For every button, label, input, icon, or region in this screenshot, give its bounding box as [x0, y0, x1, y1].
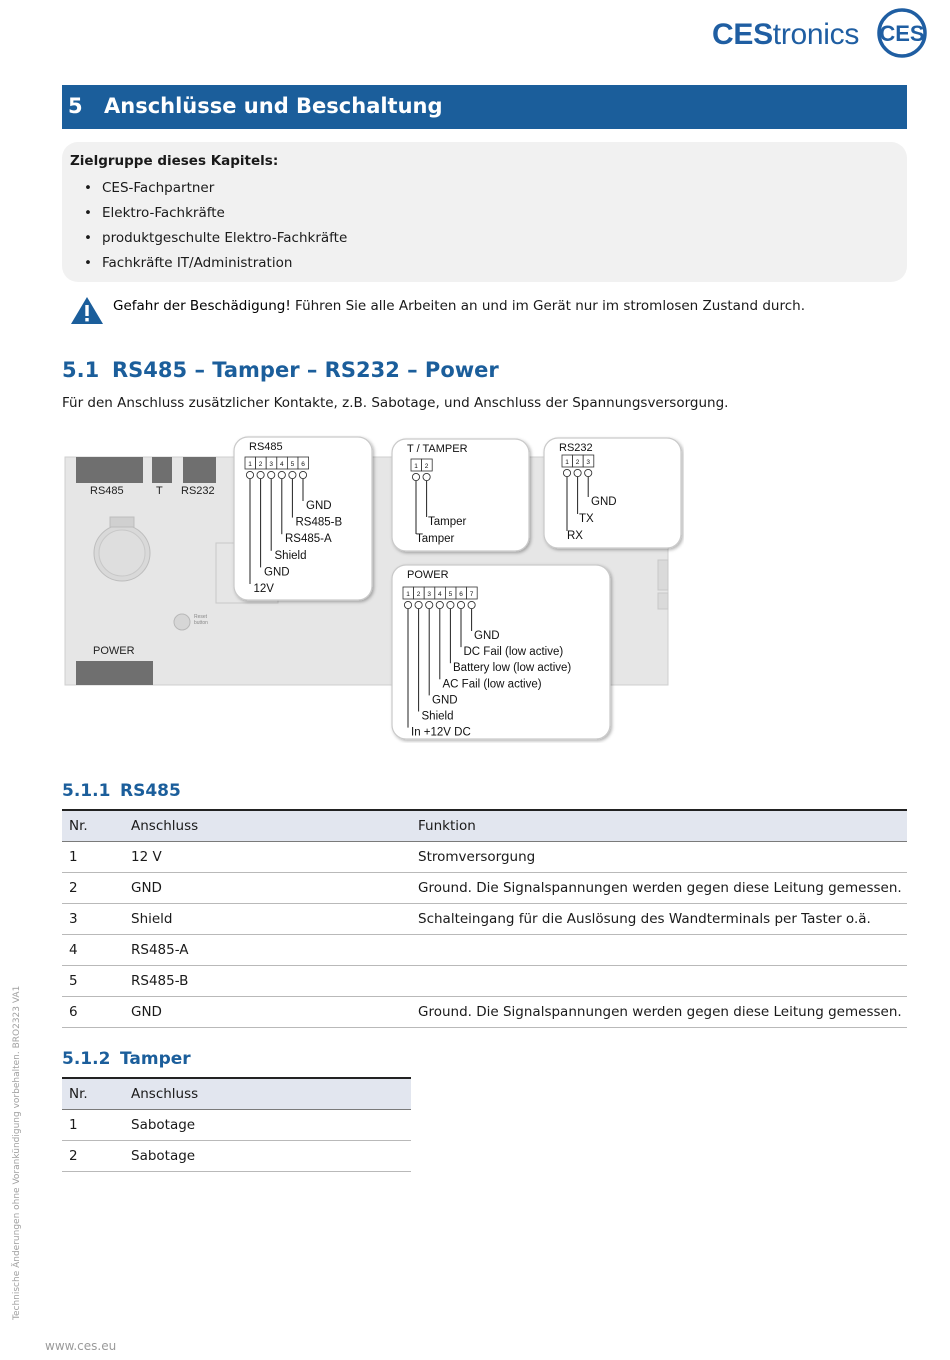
- table-row: 4 RS485-A: [62, 934, 907, 965]
- power-pin-number: 1: [406, 591, 410, 598]
- table-header-row: [62, 810, 907, 841]
- warning-strong: Gefahr der Beschädigung!: [113, 298, 291, 314]
- chapter-heading: [62, 85, 907, 129]
- power-pin-number: 7: [469, 591, 474, 598]
- list-item: • produktgeschulte Elektro-Fachkräfte: [102, 228, 347, 253]
- tamper-wire-label: Tamper: [416, 533, 455, 545]
- rs232-pin-number: 3: [586, 459, 591, 466]
- board-label-power: POWER: [93, 645, 135, 657]
- table-header: Anschluss: [124, 1078, 411, 1109]
- tamper-table: [62, 1077, 411, 1172]
- table-header: Nr.: [62, 810, 124, 841]
- power-wire-label: In +12V DC: [411, 726, 471, 739]
- rs232-pin-number: 1: [565, 459, 569, 466]
- tamper-pin-number: 2: [424, 463, 429, 470]
- table-row: 1 Sabotage: [62, 1109, 411, 1140]
- board-label-reset-1: Reset: [194, 614, 208, 620]
- connection-diagram: [62, 435, 684, 743]
- rs485-pin-number: 2: [258, 461, 263, 468]
- warning-triangle-icon: [70, 296, 104, 326]
- target-group-list: [102, 178, 347, 278]
- power-pin-number: 4: [437, 591, 442, 598]
- rs485-wire-label: 12V: [253, 583, 274, 595]
- ces-logo-mark: [876, 8, 928, 58]
- board-label-t: T: [156, 485, 163, 497]
- table-header: Anschluss: [124, 810, 411, 841]
- table-row: 5 RS485-B: [62, 965, 907, 996]
- logo-wordmark: CEStronics: [712, 18, 860, 51]
- power-callout: [392, 565, 610, 739]
- power-pin-number: 2: [416, 591, 421, 598]
- power-wire-label: Battery low (low active): [453, 662, 572, 675]
- subsection-heading-tamper: 5.1.2 Tamper: [62, 1049, 191, 1069]
- power-pin-number: 3: [427, 591, 432, 598]
- board-figure: [62, 435, 684, 743]
- table-header-row: [62, 1078, 411, 1109]
- power-wire-label: AC Fail (low active): [442, 678, 542, 691]
- power-wire-label: Shield: [421, 710, 454, 723]
- list-item: • Fachkräfte IT/Administration: [102, 253, 347, 278]
- power-wire-label: DC Fail (low active): [463, 646, 564, 659]
- rs485-table: [62, 809, 907, 1028]
- chapter-number: 5: [68, 94, 83, 118]
- table-header: Funktion: [411, 810, 907, 841]
- subsection-heading-rs485: 5.1.1 RS485: [62, 781, 181, 801]
- power-pin-number: 6: [459, 591, 463, 598]
- list-item: • CES-Fachpartner: [102, 178, 347, 203]
- rs485-wire-label: RS485-A: [285, 533, 332, 546]
- target-group-label: Zielgruppe dieses Kapitels:: [70, 153, 279, 169]
- svg-text:CES: CES: [879, 21, 925, 46]
- tamper-pin-number: 1: [414, 463, 418, 470]
- table-row: 2 GND Ground. Die Signalspannungen werden gegen diese Leitung gemessen.: [62, 872, 907, 903]
- power-title: POWER: [407, 569, 449, 581]
- list-item: • Elektro-Fachkräfte: [102, 203, 347, 228]
- rs485-pin-number: 5: [290, 461, 295, 468]
- board-label-reset-2: button: [194, 620, 208, 626]
- table-row: 2 Sabotage: [62, 1140, 411, 1171]
- rs232-title: RS232: [559, 442, 593, 454]
- rs485-pin-number: 1: [248, 461, 252, 468]
- power-wire-label: GND: [432, 694, 458, 707]
- rs232-wire-label: TX: [579, 513, 594, 525]
- rs485-pin-number: 6: [301, 461, 305, 468]
- board-label-rs232: RS232: [181, 485, 215, 497]
- rs485-wire-label: GND: [306, 500, 332, 512]
- ces-logo: [712, 8, 932, 58]
- warning-text: [113, 298, 805, 314]
- section-intro: Für den Anschluss zusätzlicher Kontakte, z.B. Sabotage, und Anschluss der Spannungsversorgung.: [62, 395, 729, 411]
- warning-body: Führen Sie alle Arbeiten an und im Gerät nur im stromlosen Zustand durch.: [295, 298, 806, 314]
- table-header: Nr.: [62, 1078, 124, 1109]
- tamper-wire-label: Tamper: [428, 516, 467, 528]
- rs485-title: RS485: [249, 441, 283, 453]
- chapter-title: Anschlüsse und Beschaltung: [104, 94, 443, 118]
- rs485-callout: [234, 437, 372, 600]
- rs232-wire-label: RX: [567, 530, 583, 542]
- rs232-pin-number: 2: [575, 459, 580, 466]
- board-label-rs485: RS485: [90, 485, 124, 497]
- section-heading: 5.1 RS485 – Tamper – RS232 – Power: [62, 358, 499, 382]
- table-row: 1 12 V Stromversorgung: [62, 841, 907, 872]
- rs485-wire-label: GND: [264, 566, 290, 579]
- rs485-pin-number: 3: [269, 461, 274, 468]
- footer-url: www.ces.eu: [45, 1339, 117, 1353]
- rs485-wire-label: Shield: [274, 549, 307, 562]
- table-row: 3 Shield Schalteingang für die Auslösung des Wandterminals per Taster o.ä.: [62, 903, 907, 934]
- legal-note: Technische Änderungen ohne Vorankündigung vorbehalten. BRO2323 VA1: [12, 985, 22, 1320]
- power-pin-number: 5: [448, 591, 453, 598]
- rs232-wire-label: GND: [591, 496, 617, 508]
- rs485-pin-number: 4: [279, 461, 284, 468]
- power-wire-label: GND: [474, 630, 500, 642]
- target-group-box: [62, 142, 907, 282]
- table-row: 6 GND Ground. Die Signalspannungen werden gegen diese Leitung gemessen.: [62, 996, 907, 1027]
- rs232-callout: [544, 438, 681, 548]
- tamper-callout: [392, 439, 529, 551]
- rs485-wire-label: RS485-B: [295, 516, 343, 529]
- tamper-title: T / TAMPER: [407, 443, 468, 455]
